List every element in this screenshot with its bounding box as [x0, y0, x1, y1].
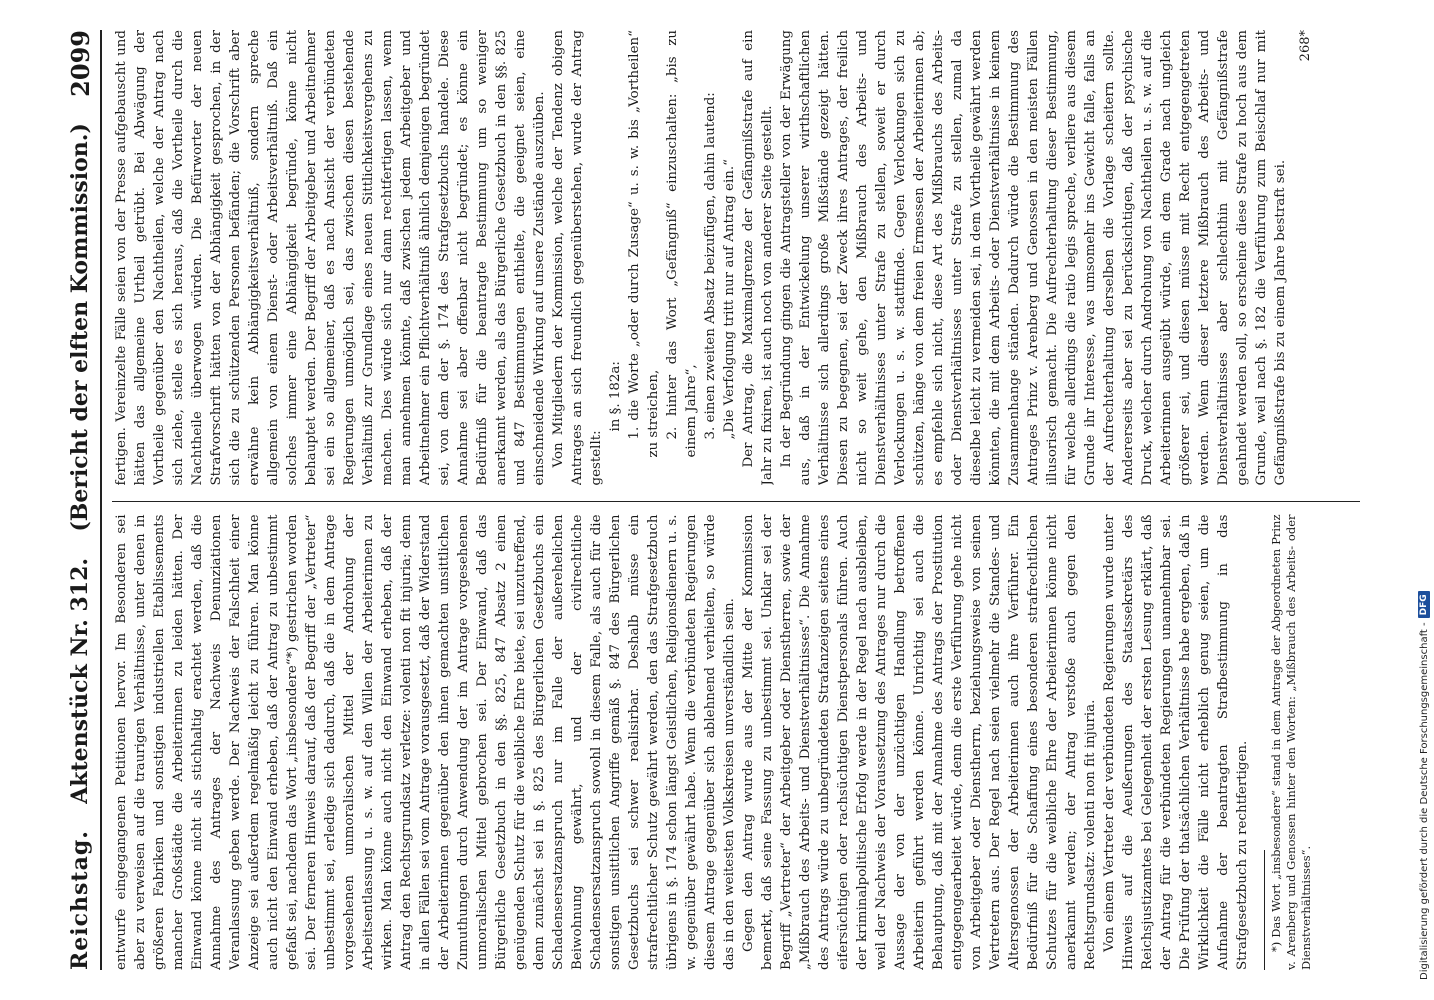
digitization-credit	[1418, 591, 1430, 980]
section-label: in §. 182a:	[608, 361, 623, 432]
footnote: *) Das Wort „insbesondere“ stand in dem Antrage der Abgeordneten Prinz v. Arenberg und Genossen hinter den Worten: „Mißbrauch des Arbeits- oder Dienstverhältnisses“.	[1269, 514, 1313, 970]
left-paragraph: Von einem Vertreter der verbündeten Regierungen wurde unter Hinweis auf die Aeußerungen des Staatssekretärs des Reichsjustizamtes bei Gelegenheit der ersten Lesung erklärt, daß der Antrag für die verbündeten Regierungen unannehmbar sei. Die Prüfung der thatsächlichen Verhältnisse habe ergeben, daß in Wirklichkeit die Fälle nicht erheblich genug seien, um die Aufnahme der beantragten Strafbestimmung in das Strafgesetzbuch zu rechtfertigen.	[1102, 514, 1250, 970]
digitization-credit-text: Digitalisierung gefördert durch die Deutsche Forschungsgemeinschaft -	[1418, 622, 1430, 980]
document-page	[20, 20, 1400, 980]
left-column	[112, 502, 1360, 971]
left-paragraph: entwurfe eingegangenen Petitionen hervor. Im Besonderen sei aber zu verweisen auf die traurigen Verhältnisse, unter denen in größeren Fabriken und sonstigen industriellen Etablissements mancher Großstädte die Arbeiterinnen zu leiden hätten. Der Einwand könne nicht als stichhaltig erachtet werden, daß die Annahme des Antrages der Nachweis Denunziationen Veranlassung geben werde. Der Nachweis der Falschheit einer Anzeige sei außerdem regelmäßig leicht zu führen. Man könne auch nicht den Einwand erheben, daß der Antrag zu unbestimmt gefaßt sei, nachdem das Wort „insbesondere“*) gestrichen worden sei. Der ferneren Hinweis darauf, daß der Begriff der „Vertreter“ unbestimmt sei, erledige sich dadurch, daß die in dem Antrage vorgesehenen unmoralischen Mittel der Androhung der Arbeitsentlassung u. s. w. auf den Willen der Arbeiterinnen zu wirken. Man könne auch nicht den Einwand erheben, daß der Antrag den Rechtsgrundsatz verletze: volenti non fit injuria; denn in allen Fällen sei vom Antrage vorausgesetzt, daß der Widerstand der Arbeiterinnen gegenüber den ihnen gemachten unsittlichen Zumuthungen durch Anwendung der im Antrage vorgesehenen unmoralischen Mittel gebrochen sei. Der Einwand, daß das Bürgerliche Gesetzbuch in den §§. 825, 847 Absatz 2 einen genügenden Schutz für die weibliche Ehre biete, sei unzutreffend, denn zunächst sei in §. 825 des Bürgerlichen Gesetzbuchs ein Schadensersatzanspruch nur im Falle der außerehelichen Beiwohnung gewährt, und der civilrechtliche Schadensersatzanspruch sowohl in diesem Falle, als auch für die sonstigen unsittlichen Angriffe gemäß §. 847 des Bürgerlichen Gesetzbuchs sei schwer realisirbar. Deshalb müsse ein strafrechtlicher Schutz gewährt werden, den das Strafgesetzbuch übrigens in §. 174 schon längst Geistlichen, Religionsdienern u. s. w. gegenüber gewährt habe. Wenn die verbündeten Regierungen diesem Antrage gegenüber sich ablehnend verhielten, so würde das in den weitesten Volkskreisen unverständlich sein.	[114, 514, 737, 970]
header-document-number: Aktenstück Nr. 312.	[67, 557, 93, 804]
footnote-divider	[1264, 850, 1265, 970]
text-columns	[112, 30, 1360, 970]
page-number: 2099	[65, 30, 95, 97]
header-parliament: Reichstag.	[67, 830, 93, 970]
left-paragraph: Gegen den Antrag wurde aus der Mitte der Kommission bemerkt, daß seine Fassung zu unbestimmt sei. Unklar sei der Begriff „Vertreter“ der Arbeitgeber oder Dienstherren, sowie der „Mißbrauch des Arbeits- und Dienstverhältnisses“. Die Annahme des Antrags würde zu unbegründeten Strafanzeigen seitens eines eifersüchtigen oder rachsüchtigen Dienstpersonals führen. Auch der kriminalpolitische Erfolg werde in der Regel nach ausbleiben, weil der Nachweis der Voraussetzung des Antrages nur durch die Aussage der von der unzüchtigen Handlung betroffenen Arbeiterin geführt werden könne. Unrichtig sei auch die Behauptung, daß mit der Annahme des Antrags der Prostitution entgegengearbeitet würde, denn die erste Verführung gehe nicht von Arbeitgeber oder Dienstherrn, beziehungsweise von seinen Vertretern aus. Der Regel nach seien vielmehr die Standes- und Altersgenossen der Arbeiterinnen auch ihre Verführer. Ein Bedürfniß für die Schaffung eines besonderen strafrechtlichen Schutzes für die weibliche Ehre der Arbeiterinnen könne nicht anerkannt werden; der Antrag verstoße auch gegen den Rechtsgrundsatz: volenti non fit injuria.	[741, 514, 1098, 970]
amendment-item: 1. die Worte „oder durch Zusage“ u. s. w. bis „Vortheilen“ zu streichen,	[627, 30, 661, 458]
amendment-item: 3. einen zweiten Absatz beizufügen, dahin lautend:	[703, 92, 718, 440]
right-column	[112, 30, 1360, 486]
right-paragraph: fertigen. Vereinzelte Fälle seien von der Presse aufgebauscht und hätten das allgemeine Urtheil getrübt. Bei Abwägung der Vortheile gegenüber den Nachtheilen, welche der Antrag nach sich ziehe, stelle es sich heraus, daß die Vortheile durch die Nachtheile überwogen würden. Die Befürworter der neuen Strafvorschrift hätten von der Abhängigkeit gesprochen, in der sich die zu schützenden Personen befänden; die Vorschrift aber erwähne kein Abhängigkeitsverhältniß, sondern spreche allgemein von einem Dienst- oder Arbeitsverhältniß. Daß ein solches immer eine Abhängigkeit begründe, könne nicht behauptet werden. Der Begriff der Arbeitgeber und Arbeitnehmer sei ein so allgemeiner, daß es nach Ansicht der verbündeten Regierungen unmöglich sei, das zwischen diesen bestehende Verhältniß zur Grundlage eines neuen Sittlichkeitsvergehens zu machen. Dies würde sich nur dann rechtfertigen lassen, wenn man annehmen könnte, daß zwischen jedem Arbeitgeber und Arbeitnehmer ein Pflichtverhältniß ähnlich demjenigen begründet sei, von dem der §. 174 des Strafgesetzbuchs handele. Diese Annahme sei aber offenbar nicht begründet; es könne ein Bedürfniß für die beantragte Bestimmung um so weniger anerkannt werden, als das Bürgerliche Gesetzbuch in den §§. 825 und 847 Bestimmungen enthielte, die geeignet seien, eine einschneidende Wirkung auf unsere Zustände auszuüben.	[114, 30, 547, 486]
amendment-quote: „Die Verfolgung tritt nur auf Antrag ein.“	[722, 159, 737, 440]
amendment-item: 2. hinter das Wort „Gefängniß“ einzuschalten: „bis zu einem Jahre“,	[665, 30, 699, 458]
sheet-signature: 268*	[1298, 30, 1313, 62]
right-paragraph: Von Mitgliedern der Kommission, welche der Tendenz obigen Antrages an sich freundlich gegenüberstehen, wurde der Antrag gestellt:	[551, 30, 604, 486]
page-header	[60, 30, 102, 970]
right-paragraph: In der Begründung gingen die Antragsteller von der Erwägung aus, daß in der Entwickelung unserer wirthschaftlichen Verhältnisse sich allerdings große Mißstände gezeigt hätten. Diesen zu begegnen, sei der Zweck ihres Antrages, der freilich nicht so weit gehe, den Mißbrauch des Arbeits- und Dienstverhältnisses unter Strafe zu stellen, soweit er durch Verlockungen u. s. w. stattfinde. Gegen Verlockungen sich zu schützen, hänge von dem freien Ermessen der Arbeiterinnen ab; es empfehle sich nicht, diese Art des Mißbrauchs des Arbeits- oder Dienstverhältnisses unter Strafe zu stellen, zumal da dieselbe leicht zu vermeiden sei, in dem Vortheile gewährt werden könnten, die mit dem Arbeits- oder Dienstverhältnisse in keinem Zusammenhange ständen. Dadurch würde die Bestimmung des Antrages Prinz v. Arenberg und Genossen in den meisten Fällen illusorisch gemacht. Die Aufrechterhaltung dieser Bestimmung, für welche allerdings die ratio legis spreche, verliere aus diesem Grunde ihr Interesse, was umsomehr ins Gewicht falle, falls an der Aufrechterhaltung derselben die Vorlage scheitern sollte. Andererseits aber sei zu berücksichtigen, daß der psychische Druck, welcher durch Androhung von Nachtheilen u. s. w. auf die Arbeiterinnen ausgeübt würde, ein dem Grade nach ungleich größerer sei, und diesen müsse mit Recht entgegengetreten werden. Wenn dieser letztere Mißbrauch des Arbeits- und Dienstverhältnisses aber schlechthin mit Gefängnißstrafe geahndet werden soll, so erscheine diese Strafe zu hoch aus dem Grunde, weil nach §. 182 die Verführung zum Beischlaf nur mit Gefängnißstrafe bis zu einem Jahre bestraft sei.	[779, 30, 1288, 486]
right-paragraph: Der Antrag, die Maximalgrenze der Gefängnißstrafe auf ein Jahr zu fixiren, ist auch noch von anderer Seite gestellt.	[741, 30, 775, 486]
header-report-title: (Bericht der elften Kommission.)	[67, 123, 93, 532]
dfg-logo: DFG	[1418, 591, 1430, 618]
